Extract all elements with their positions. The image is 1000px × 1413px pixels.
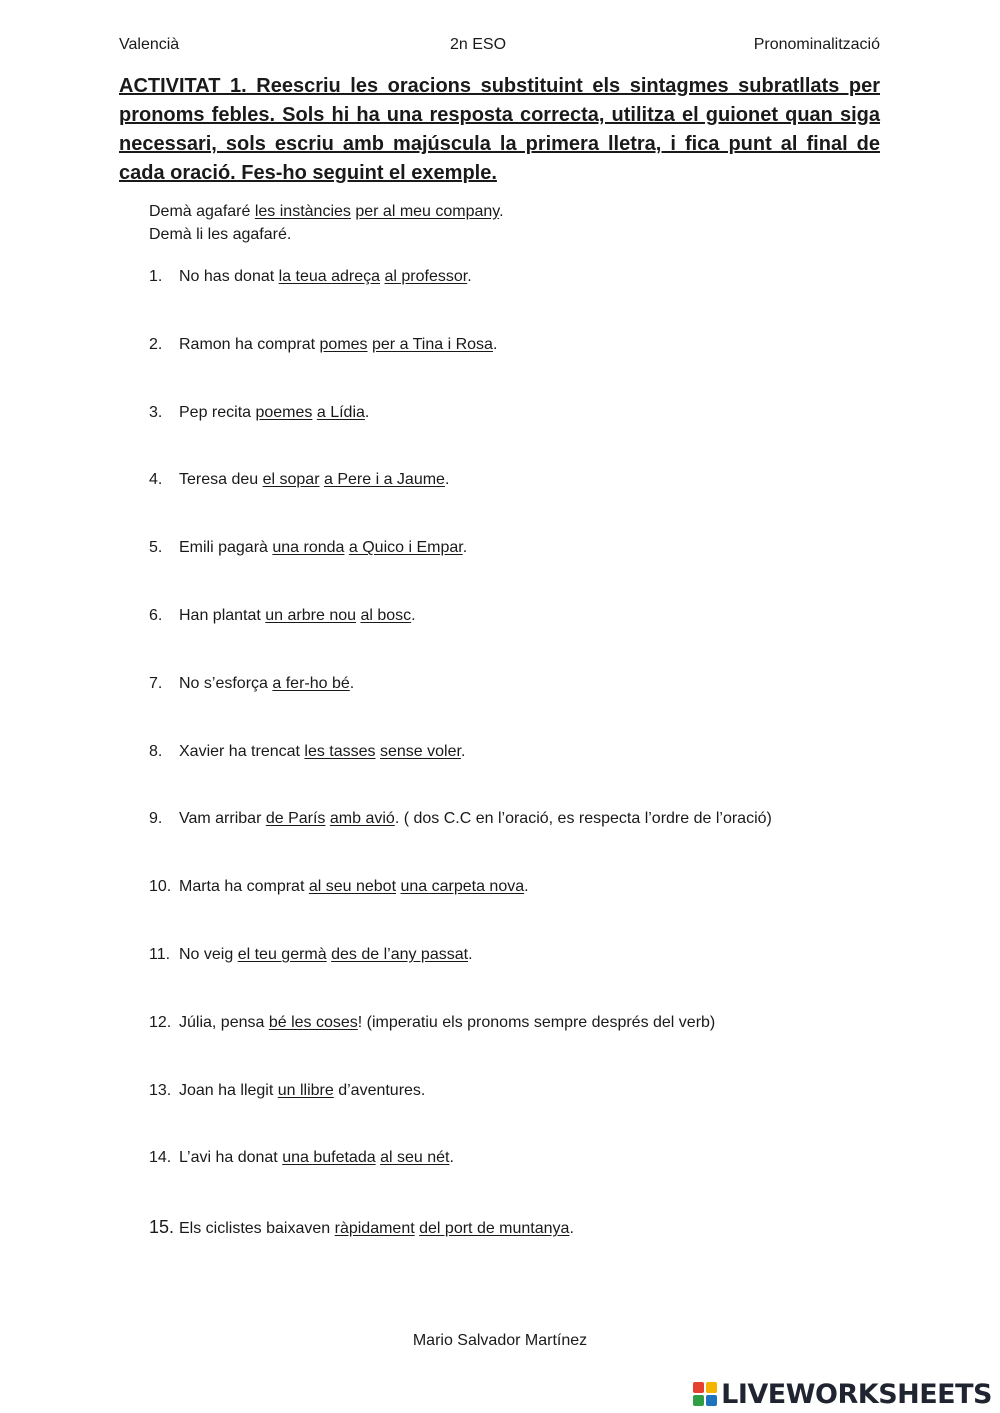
- exercise-item: [149, 1217, 909, 1238]
- item-sentence: [179, 743, 465, 761]
- item-sentence: [179, 810, 772, 828]
- exercise-item: [149, 404, 909, 422]
- sentence-text: Demà agafaré: [149, 203, 255, 220]
- item-sentence: [179, 1149, 454, 1167]
- sentence-text: . ( dos C.C en l’oració, es respecta l’ordre de l’oració): [394, 810, 772, 827]
- underlined-phrase: des de l’any passat: [331, 946, 469, 963]
- underlined-phrase: el teu germà: [237, 946, 327, 963]
- answer-field[interactable]: [179, 834, 879, 868]
- sentence-text: L’avi ha donat: [179, 1149, 283, 1166]
- item-number: 8.: [149, 743, 163, 760]
- item-sentence: [179, 607, 416, 625]
- example-answer: Demà li les agafaré.: [149, 226, 292, 243]
- underlined-phrase: de París: [265, 810, 326, 827]
- liveworksheets-icon: [693, 1382, 717, 1406]
- underlined-phrase: a Quico i Empar: [348, 539, 463, 556]
- item-sentence: [179, 675, 354, 693]
- underlined-phrase: per a Tina i Rosa: [372, 336, 493, 353]
- exercise-item: [149, 946, 909, 964]
- item-sentence: [179, 336, 497, 354]
- underlined-phrase: amb avió: [329, 810, 395, 827]
- logo-square: [693, 1395, 704, 1406]
- logo-square: [706, 1395, 717, 1406]
- sentence-text: .: [462, 539, 468, 556]
- underlined-phrase: una carpeta nova: [400, 878, 525, 895]
- sentence-text: Teresa deu: [179, 471, 263, 488]
- underlined-phrase: ràpidament: [334, 1220, 415, 1237]
- sentence-text: .: [449, 1149, 454, 1166]
- sentence-text: .: [524, 878, 529, 895]
- underlined-phrase: al bosc: [360, 607, 412, 624]
- sentence-text: Emili pagarà: [179, 539, 273, 556]
- exercise-item: [149, 336, 909, 354]
- answer-field[interactable]: [179, 631, 879, 665]
- sentence-text: No veig: [179, 946, 238, 963]
- item-sentence: [179, 1220, 574, 1238]
- activity-title: ACTIVITAT 1. Reescriu les oracions substituint els sintagmes subratllats per pronoms febles. Sols hi ha una resposta correcta, utilitza el guionet quan siga necessari, sols escriu amb majúscula la primera lletra, i fica punt al final de cada oració. Fes-ho seguint el exemple.: [119, 75, 880, 184]
- sentence-text: .: [492, 336, 498, 353]
- example-sentence: [149, 200, 504, 223]
- answer-field[interactable]: [179, 563, 879, 597]
- underlined-phrase: una ronda: [272, 539, 345, 556]
- underlined-phrase: sense voler: [380, 743, 461, 760]
- sentence-text: Marta ha comprat: [179, 878, 309, 895]
- underlined-phrase: les instàncies: [254, 203, 351, 220]
- underlined-phrase: per al meu company: [355, 203, 500, 220]
- exercise-item: [149, 1149, 909, 1167]
- sentence-text: Xavier ha trencat: [179, 743, 305, 760]
- item-number: 10.: [149, 878, 172, 895]
- exercise-item: [149, 1082, 909, 1100]
- answer-field[interactable]: [179, 1038, 879, 1072]
- item-number: 2.: [149, 336, 163, 353]
- item-number: 7.: [149, 675, 163, 692]
- brand-text: LIVEWORKSHEETS: [721, 1378, 992, 1410]
- underlined-phrase: al professor: [384, 268, 468, 285]
- exercise-item: [149, 878, 909, 896]
- page-header: [119, 36, 880, 58]
- item-number: 11.: [149, 946, 171, 963]
- sentence-text: Pep recita: [179, 404, 256, 421]
- exercise-item: [149, 471, 909, 489]
- sentence-text: No has donat: [179, 268, 279, 285]
- sentence-text: Júlia, pensa: [179, 1014, 269, 1031]
- sentence-text: Vam arribar: [179, 810, 266, 827]
- exercise-item: [149, 675, 909, 693]
- header-subject: Valencià: [119, 36, 180, 53]
- sentence-text: Joan ha llegit: [179, 1082, 278, 1099]
- answer-field[interactable]: [179, 1241, 879, 1275]
- item-number: 5.: [149, 539, 163, 556]
- underlined-phrase: pomes: [319, 336, 368, 353]
- answer-field[interactable]: [179, 1106, 879, 1140]
- answer-field[interactable]: [179, 767, 879, 801]
- sentence-text: .: [349, 675, 355, 692]
- item-sentence: [179, 1082, 425, 1100]
- underlined-phrase: el sopar: [262, 471, 320, 488]
- answer-field[interactable]: [179, 902, 879, 936]
- sentence-text: .: [444, 471, 450, 488]
- item-number: 3.: [149, 404, 163, 421]
- underlined-phrase: a fer-ho bé: [272, 675, 350, 692]
- sentence-text: .: [411, 607, 416, 624]
- liveworksheets-logo: [693, 1378, 992, 1410]
- underlined-phrase: al seu nét: [380, 1149, 450, 1166]
- answer-field[interactable]: [179, 699, 879, 733]
- exercise-item: [149, 743, 909, 761]
- exercise-item: [149, 268, 909, 286]
- exercise-item: [149, 607, 909, 625]
- sentence-text: .: [467, 268, 472, 285]
- item-sentence: [179, 268, 472, 286]
- underlined-phrase: les tasses: [304, 743, 376, 760]
- sentence-text: No s’esforça: [179, 675, 273, 692]
- logo-square: [693, 1382, 704, 1393]
- underlined-phrase: una bufetada: [282, 1149, 376, 1166]
- header-topic: Pronominalització: [753, 36, 880, 53]
- sentence-text: .: [364, 404, 370, 421]
- sentence-text: .: [460, 743, 466, 760]
- exercise-item: [149, 1014, 909, 1032]
- sentence-text: d’aventures.: [333, 1082, 426, 1099]
- item-number: 15.: [149, 1217, 175, 1237]
- item-sentence: [179, 878, 529, 896]
- sentence-text: ! (imperatiu els pronoms sempre després del verb): [357, 1014, 716, 1031]
- sentence-text: Els ciclistes baixaven: [179, 1220, 335, 1237]
- answer-field[interactable]: [179, 428, 879, 462]
- item-number: 13.: [149, 1082, 172, 1099]
- exercise-item: [149, 810, 909, 828]
- item-number: 6.: [149, 607, 163, 624]
- header-course: 2n ESO: [450, 36, 507, 53]
- item-sentence: [179, 404, 369, 422]
- answer-field[interactable]: [179, 970, 879, 1004]
- underlined-phrase: la teua adreça: [278, 268, 381, 285]
- underlined-phrase: al seu nebot: [308, 878, 397, 895]
- item-number: 4.: [149, 471, 163, 488]
- item-sentence: [179, 539, 467, 557]
- item-sentence: [179, 946, 473, 964]
- underlined-phrase: a Pere i a Jaume: [323, 471, 445, 488]
- answer-field[interactable]: [179, 292, 879, 326]
- underlined-phrase: poemes: [255, 404, 313, 421]
- underlined-phrase: un llibre: [277, 1082, 334, 1099]
- sentence-text: Ramon ha comprat: [179, 336, 320, 353]
- sentence-text: .: [569, 1220, 574, 1237]
- sentence-text: .: [499, 203, 504, 220]
- item-number: 14.: [149, 1149, 172, 1166]
- underlined-phrase: bé les coses: [268, 1014, 358, 1031]
- answer-field[interactable]: [179, 1173, 879, 1207]
- exercise-item: [149, 539, 909, 557]
- underlined-phrase: del port de muntanya: [419, 1220, 570, 1237]
- sentence-text: Han plantat: [179, 607, 266, 624]
- answer-field[interactable]: [179, 495, 879, 529]
- item-sentence: [179, 1014, 715, 1032]
- example-block: [149, 200, 504, 246]
- author-footer: Mario Salvador Martínez: [412, 1332, 588, 1349]
- answer-field[interactable]: [179, 360, 879, 394]
- sentence-text: .: [468, 946, 473, 963]
- item-number: 12.: [149, 1014, 172, 1031]
- logo-square: [706, 1382, 717, 1393]
- item-number: 9.: [149, 810, 163, 827]
- underlined-phrase: a Lídia: [316, 404, 365, 421]
- underlined-phrase: un arbre nou: [265, 607, 357, 624]
- item-sentence: [179, 471, 449, 489]
- item-number: 1.: [149, 268, 163, 285]
